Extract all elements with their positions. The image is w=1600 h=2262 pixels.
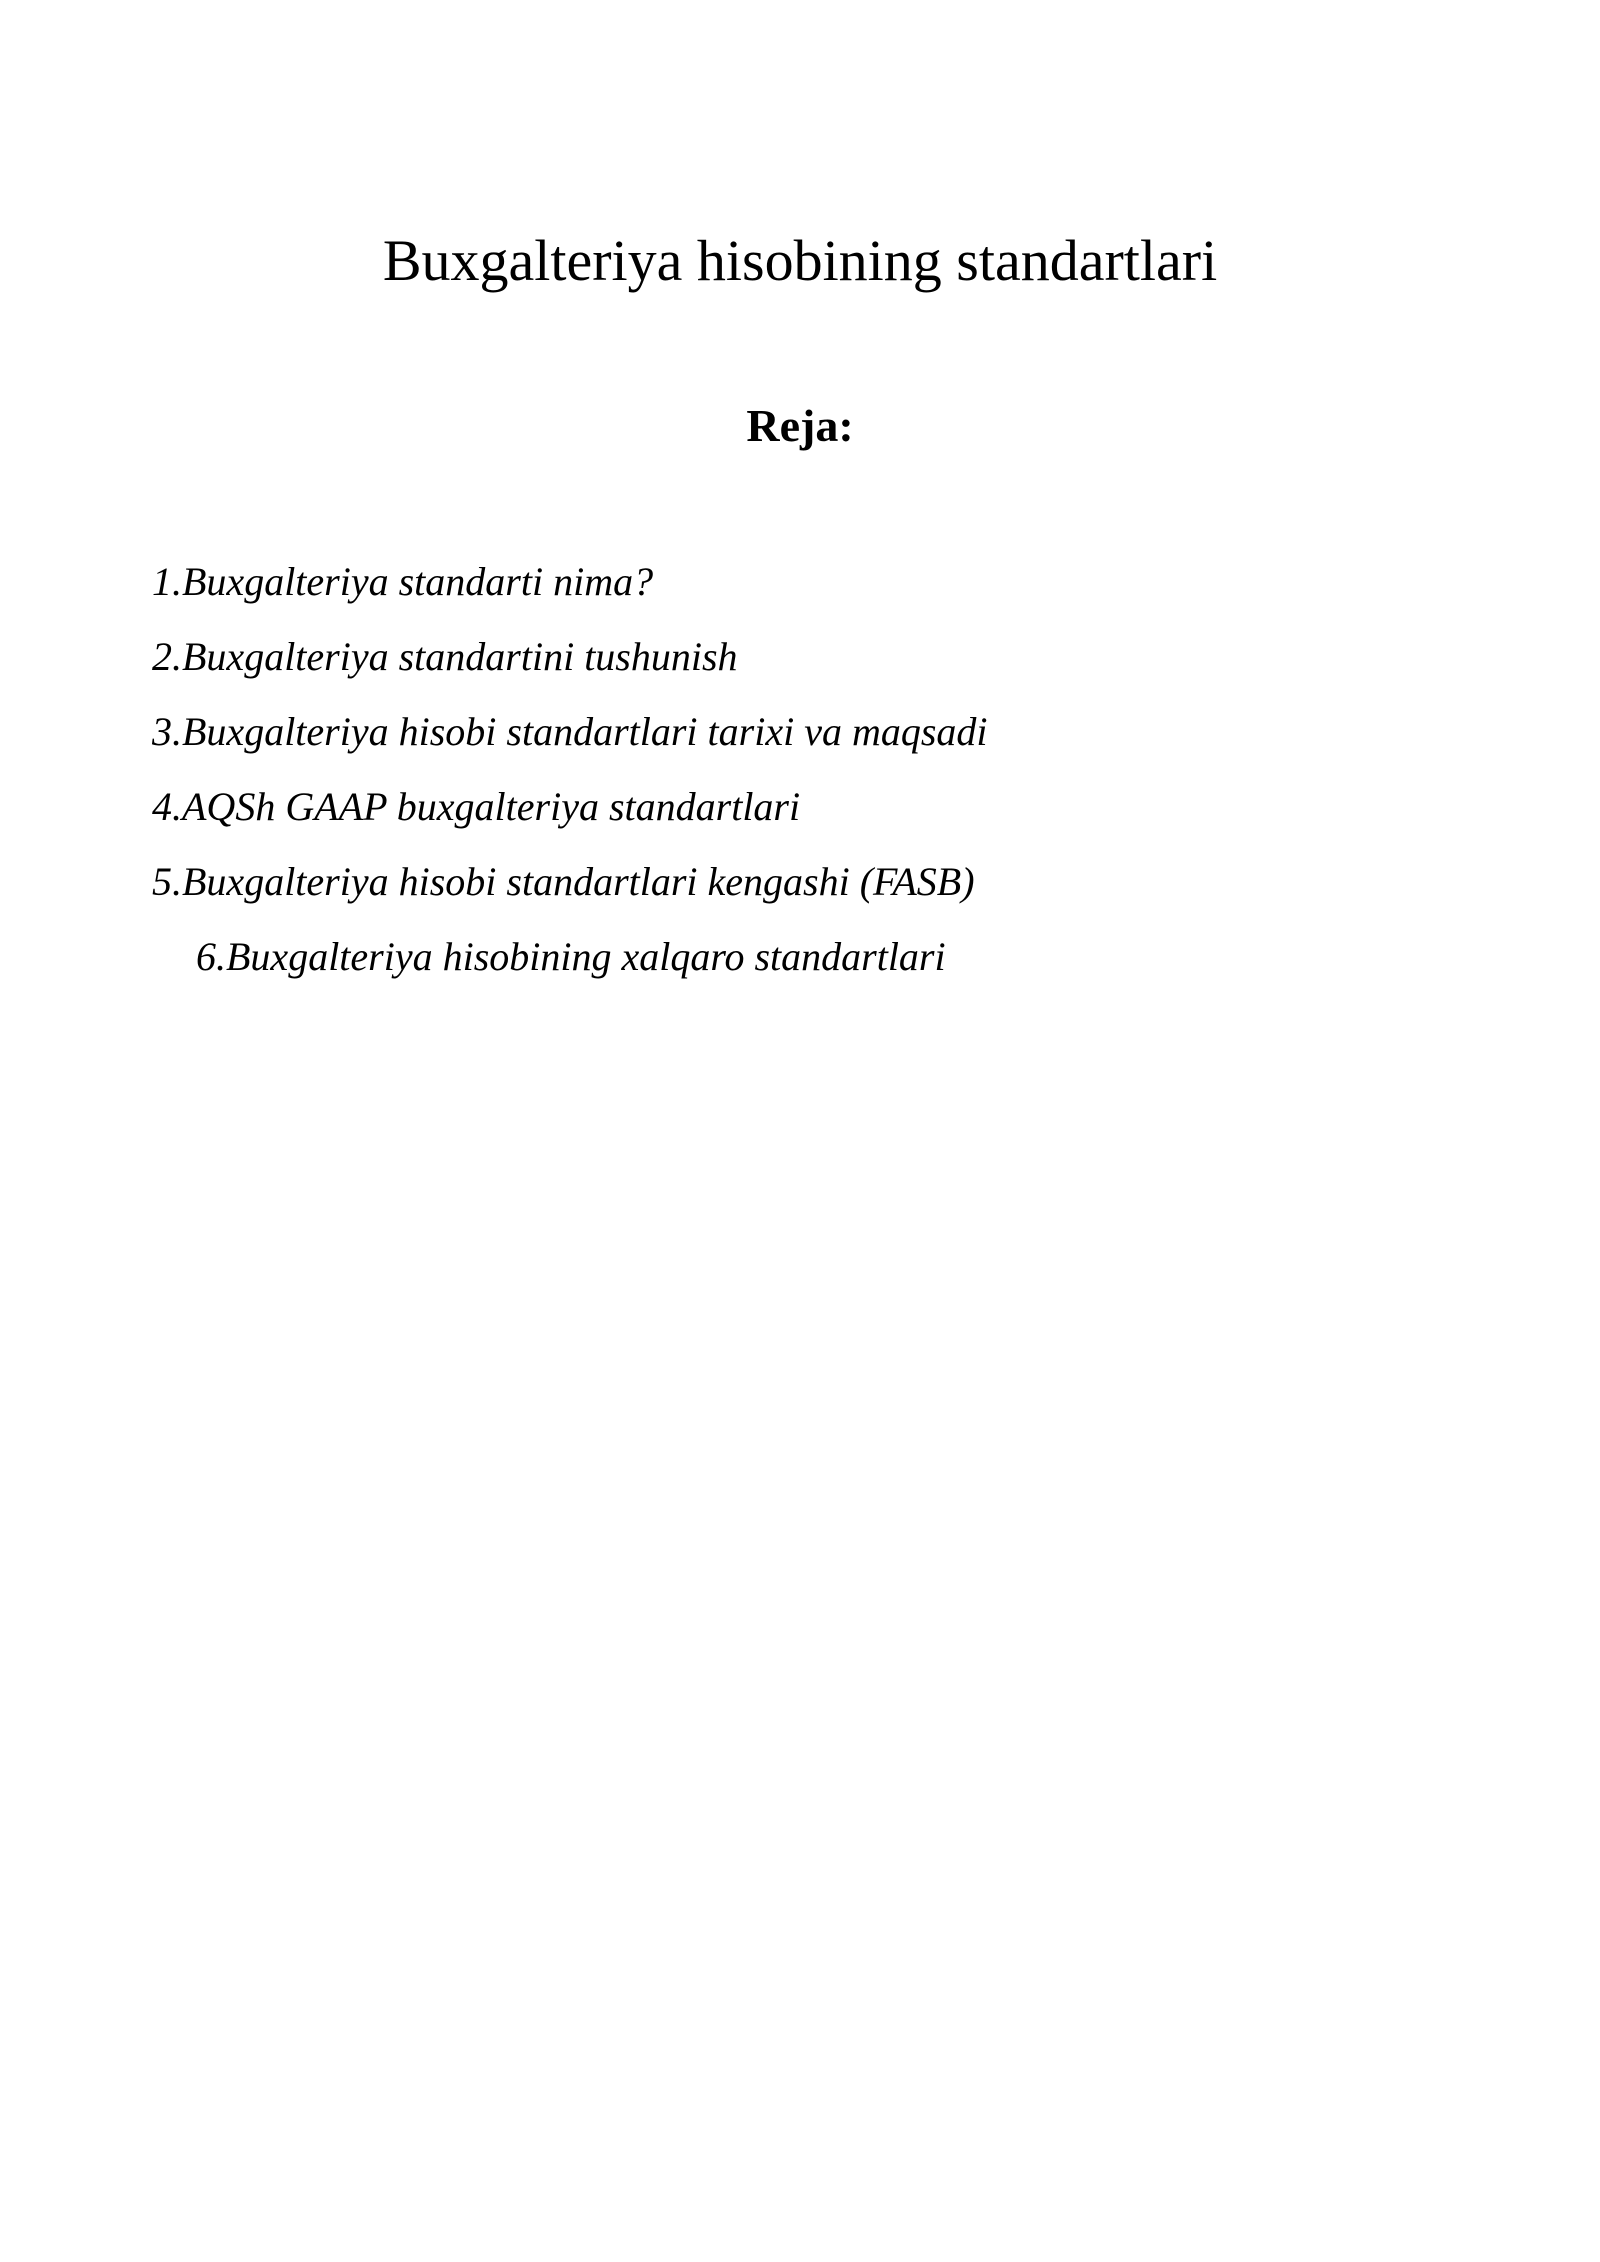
- plan-list: [152, 544, 1452, 994]
- plan-heading: Reja:: [746, 400, 854, 451]
- plan-item-5: 5.Buxgalteriya hisobi standartlari kengashi (FASB): [152, 859, 975, 904]
- plan-item-3: 3.Buxgalteriya hisobi standartlari tarixi va maqsadi: [152, 709, 988, 754]
- plan-item-4: 4.AQSh GAAP buxgalteriya standartlari: [152, 784, 801, 829]
- plan-item-2: 2.Buxgalteriya standartini tushunish: [152, 634, 738, 679]
- plan-item-6: 6.Buxgalteriya hisobining xalqaro standartlari: [196, 934, 946, 979]
- plan-item-1: 1.Buxgalteriya standarti nima?: [152, 559, 654, 604]
- document-title: Buxgalteriya hisobining standartlari: [382, 228, 1218, 293]
